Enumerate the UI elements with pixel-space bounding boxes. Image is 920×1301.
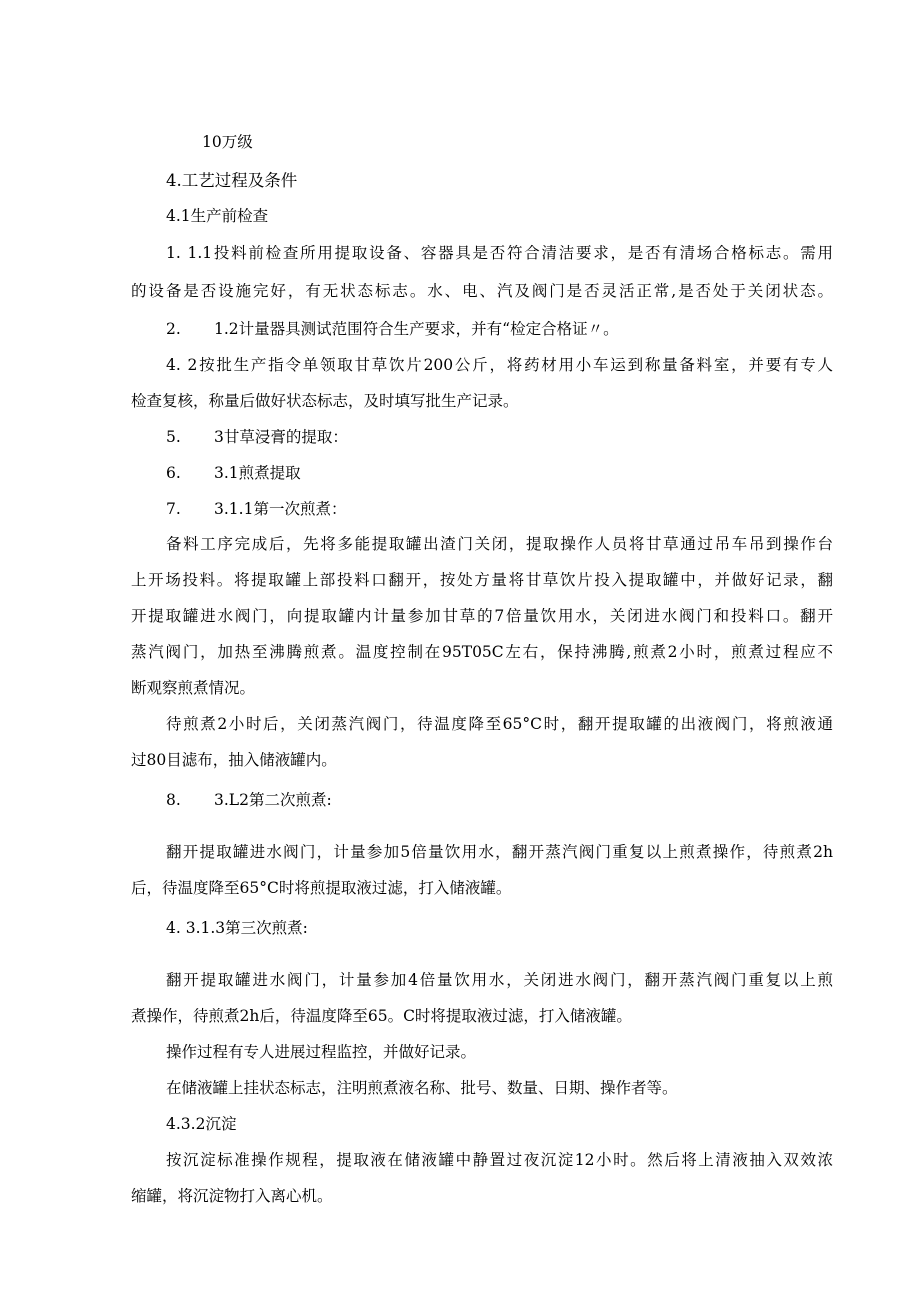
paragraph-7-line-3: 开提取罐进水阀门，向提取罐内计量参加甘草的7倍量饮用水，关闭进水阀门和投料口。翻开 bbox=[131, 607, 833, 625]
paragraph-15-line-1: 按沉淀标准操作规程，提取液在储液罐中静置过夜沉淀12小时。然后将上清液抽入双效浓 bbox=[166, 1151, 833, 1169]
cleanliness-class-line: 10万级 bbox=[202, 133, 253, 151]
paragraph-5 bbox=[166, 462, 301, 484]
paragraph-6-number: 7. bbox=[166, 500, 181, 518]
paragraph-8-line-2: 过80目滤布，抽入储液罐内。 bbox=[131, 751, 337, 769]
paragraph-10-line-1: 翻开提取罐进水阀门，计量参加5倍量饮用水，翻开蒸汽阀门重复以上煎煮操作，待煎煮2h bbox=[166, 843, 833, 861]
section-title: 4.工艺过程及条件 bbox=[166, 171, 298, 190]
paragraph-11: 4. 3.1.3第三次煎煮: bbox=[166, 919, 308, 937]
paragraph-3-line-1: 4. 2按批生产指令单领取甘草饮片200公斤，将药材用小车运到称量备料室，并要有专人 bbox=[166, 356, 833, 374]
paragraph-9-number: 8. bbox=[166, 791, 181, 809]
paragraph-7-line-1: 备料工序完成后，先将多能提取罐出渣门关闭，提取操作人员将甘草通过吊车吊到操作台 bbox=[166, 535, 833, 553]
paragraph-7-line-5: 断观察煎煮情况。 bbox=[131, 679, 256, 697]
paragraph-9 bbox=[166, 789, 332, 811]
paragraph-12-line-2: 煮操作，待煎煮2h后，待温度降至65。C时将提取液过滤，打入储液罐。 bbox=[131, 1007, 632, 1025]
paragraph-4 bbox=[166, 426, 348, 448]
paragraph-2-number: 2. bbox=[166, 320, 181, 338]
paragraph-1-line-2: 的设备是否设施完好，有无状态标志。水、电、汽及阀门是否灵活正常,是否处于关闭状态。 bbox=[131, 282, 833, 300]
subsection-4-1-title: 4.1生产前检查 bbox=[166, 207, 269, 225]
paragraph-2-text: 1.2计量器具测试范围符合生产要求，并有“检定合格证〃。 bbox=[214, 320, 619, 338]
paragraph-7-line-2: 上开场投料。将提取罐上部投料口翻开，按处方量将甘草饮片投入提取罐中，并做好记录，翻 bbox=[131, 571, 833, 589]
paragraph-13: 操作过程有专人进展过程监控，并做好记录。 bbox=[166, 1043, 477, 1061]
paragraph-3-line-2: 检查复核，称量后做好状态标志，及时填写批生产记录。 bbox=[131, 392, 519, 410]
paragraph-6 bbox=[166, 498, 346, 520]
paragraph-4-text: 3甘草浸膏的提取： bbox=[214, 428, 348, 446]
paragraph-10-line-2: 后，待温度降至65°C时将煎提取液过滤，打入储液罐。 bbox=[131, 879, 512, 897]
paragraph-5-number: 6. bbox=[166, 464, 181, 482]
paragraph-5-text: 3.1煎煮提取 bbox=[214, 464, 301, 482]
paragraph-9-text: 3.L2第二次煎煮: bbox=[214, 791, 332, 809]
paragraph-1-line-1: 1. 1.1投料前检查所用提取设备、容器具是否符合清洁要求，是否有清场合格标志。需用 bbox=[166, 244, 833, 262]
paragraph-8-line-1: 待煎煮2小时后，关闭蒸汽阀门，待温度降至65°C时，翻开提取罐的出液阀门，将煎液通 bbox=[166, 715, 833, 733]
subsection-4-3-2-title: 4.3.2沉淀 bbox=[166, 1115, 237, 1133]
paragraph-15-line-2: 缩罐，将沉淀物打入离心机。 bbox=[131, 1187, 333, 1205]
paragraph-14: 在储液罐上挂状态标志，注明煎煮液名称、批号、数量、日期、操作者等。 bbox=[166, 1079, 678, 1097]
paragraph-4-number: 5. bbox=[166, 428, 181, 446]
paragraph-6-text: 3.1.1第一次煎煮： bbox=[214, 500, 347, 518]
paragraph-7-line-4: 蒸汽阀门，加热至沸腾煎煮。温度控制在95T05C左右，保持沸腾,煎煮2小时，煎煮过程应不 bbox=[131, 643, 833, 661]
paragraph-12-line-1: 翻开提取罐进水阀门，计量参加4倍量饮用水，关闭进水阀门，翻开蒸汽阀门重复以上煎 bbox=[166, 971, 833, 989]
paragraph-2 bbox=[166, 318, 619, 340]
